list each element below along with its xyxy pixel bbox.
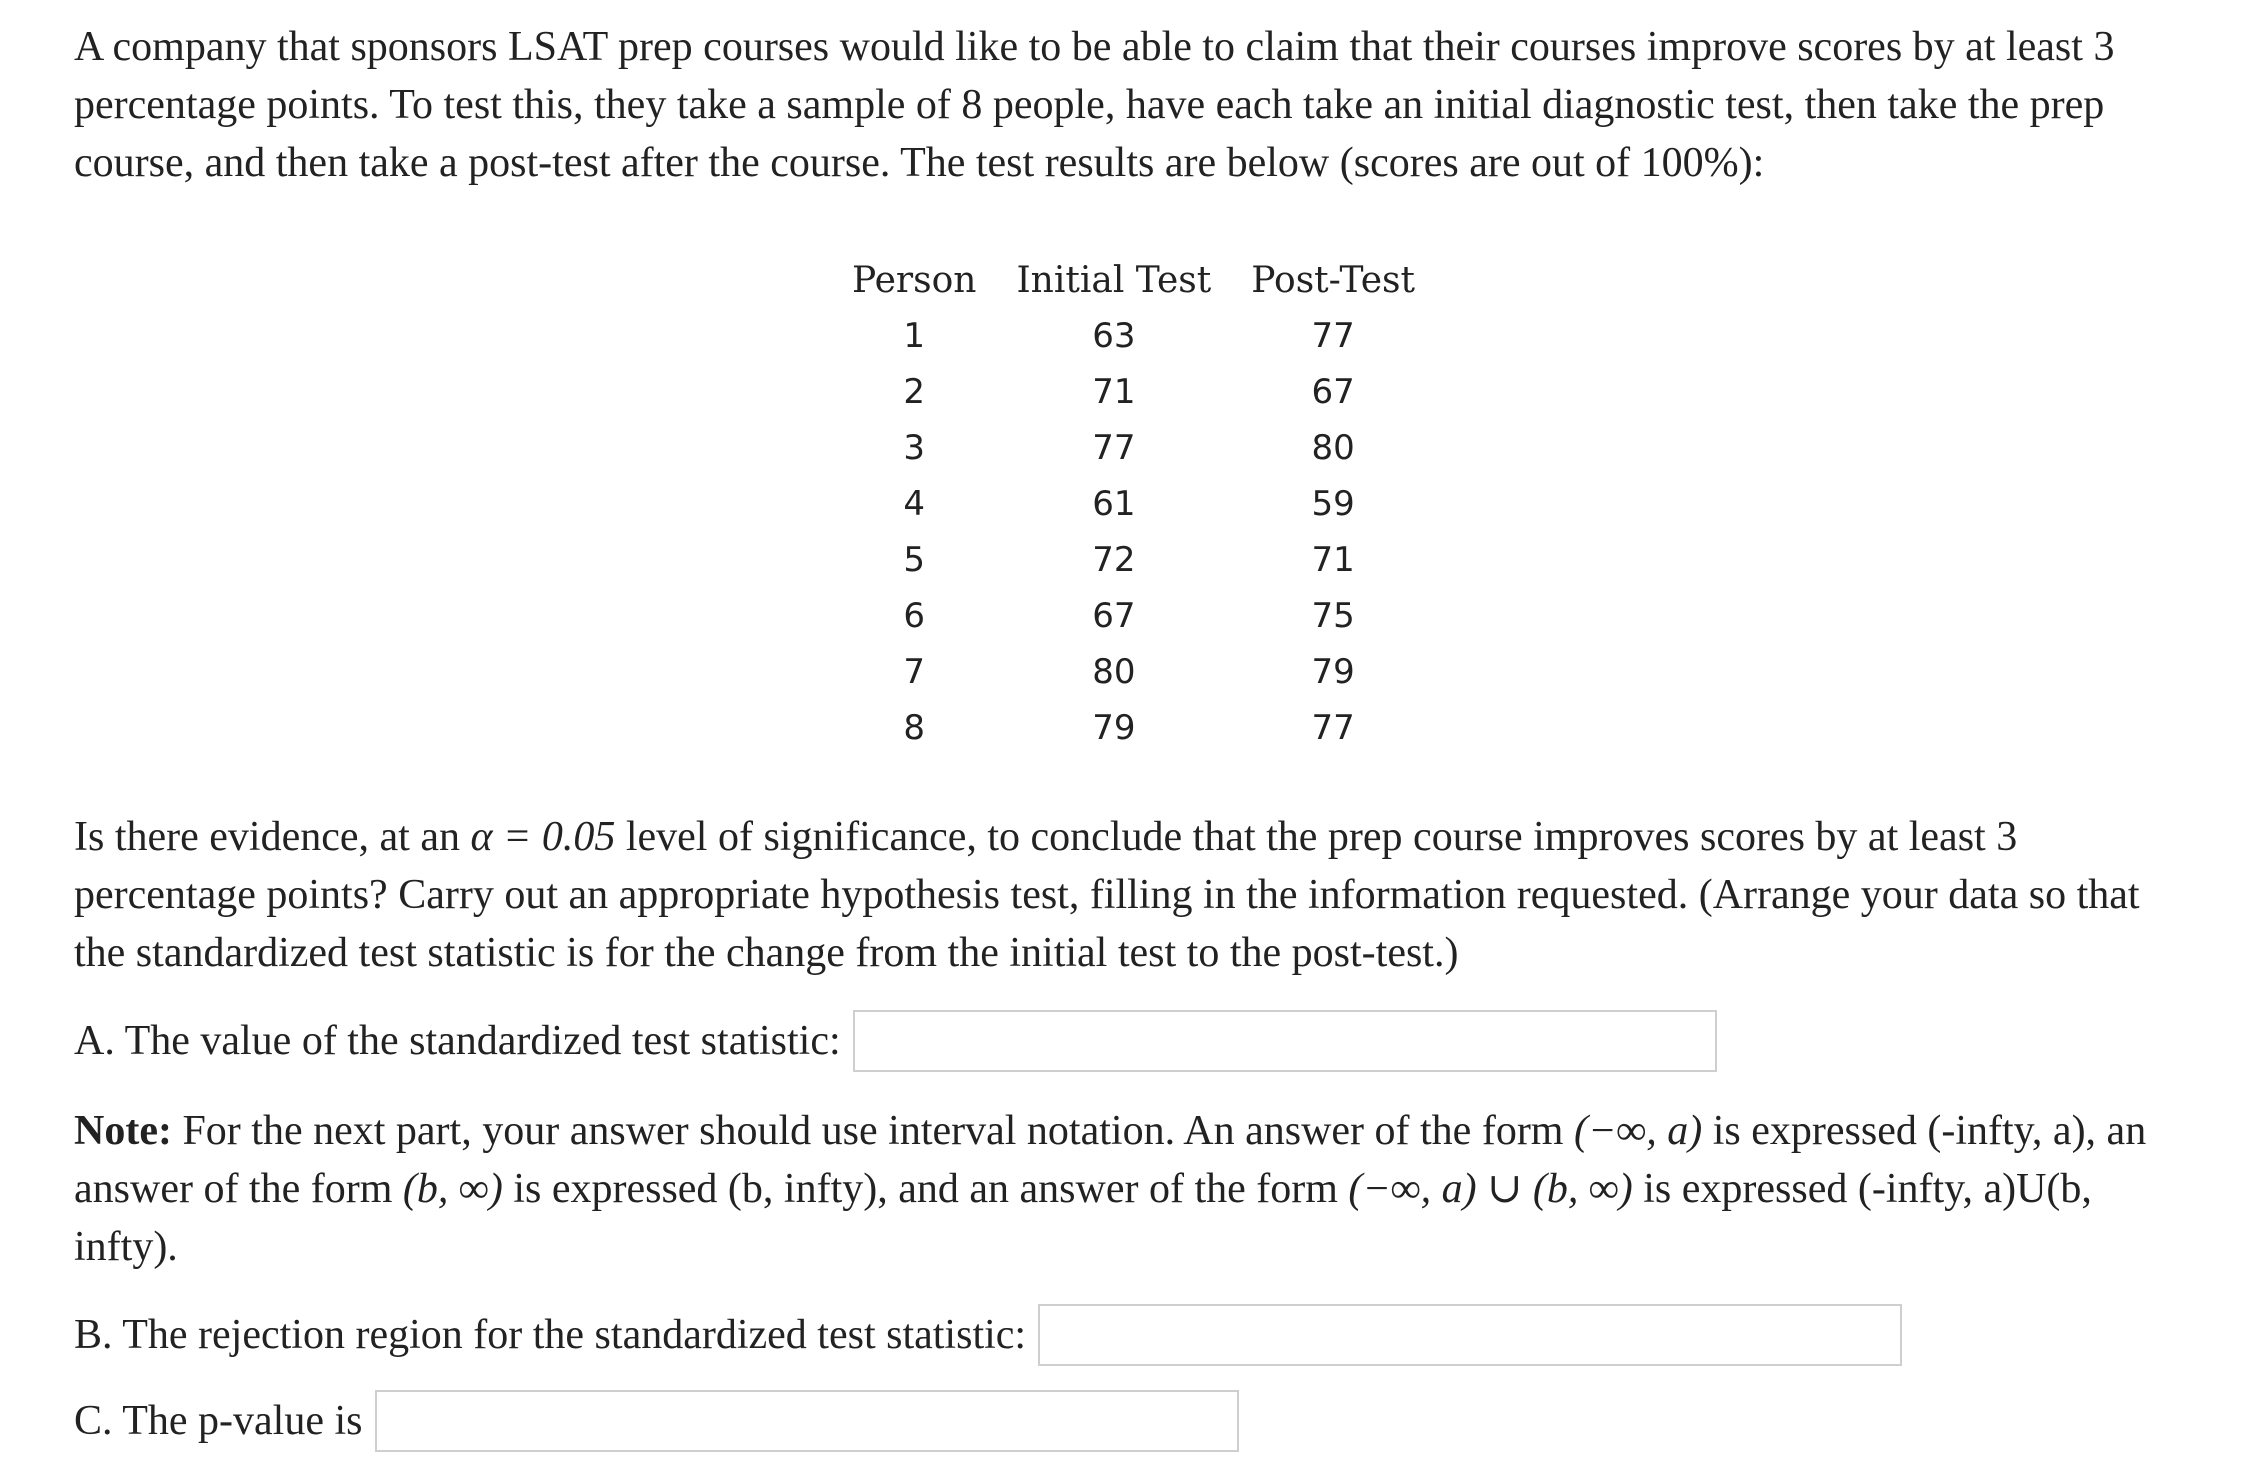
part-b-row <box>74 1304 2194 1366</box>
problem-intro: A company that sponsors LSAT prep courses would like to be able to claim that their courses improve scores by at least 3 percentage points. To test this, they take a sample of 8 people, have each take an initial diagnostic test, then take the prep course, and then take a post-test after the course. The test results are below (scores are out of 100%): <box>74 24 2115 186</box>
part-a-label: A. The value of the standardized test statistic: <box>74 1018 841 1064</box>
cell-post: 79 <box>1311 652 1355 692</box>
table-row <box>832 644 1435 700</box>
cell-person: 6 <box>903 596 926 636</box>
table-row <box>832 700 1435 756</box>
alpha-expression: α = 0.05 <box>470 814 616 860</box>
cell-person: 1 <box>903 316 926 356</box>
cell-initial: 71 <box>1092 372 1136 412</box>
cell-post: 59 <box>1311 484 1355 524</box>
column-header-person: Person <box>852 259 977 301</box>
note-text-2: is expressed (-infty, a), an answer of the form <box>74 1108 2147 1212</box>
cell-person: 3 <box>903 428 926 468</box>
cell-initial: 61 <box>1092 484 1136 524</box>
test-results-table <box>832 252 1435 756</box>
cell-initial: 80 <box>1092 652 1136 692</box>
table-row <box>832 588 1435 644</box>
cell-post: 75 <box>1311 596 1355 636</box>
column-header-initial-test: Initial Test <box>1016 259 1212 301</box>
cell-post: 80 <box>1311 428 1355 468</box>
problem-content <box>74 18 2194 1452</box>
note-form-3: (−∞, a) ∪ (b, ∞) <box>1348 1166 1633 1212</box>
cell-post: 71 <box>1311 540 1355 580</box>
table-row <box>832 364 1435 420</box>
question-text <box>74 808 2194 982</box>
cell-initial: 79 <box>1092 708 1136 748</box>
part-c-label: C. The p-value is <box>74 1398 363 1444</box>
question-after: level of significance, to conclude that the prep course improves scores by at least 3 percentage points? Carry out an appropriate hypothesis test, filling in the information requested. (Arrange your data so that the standardized test statistic is for the change from the initial test to the post-test.) <box>74 814 2140 976</box>
cell-initial: 67 <box>1092 596 1136 636</box>
table-row <box>832 420 1435 476</box>
cell-post: 67 <box>1311 372 1355 412</box>
column-header-post-test: Post-Test <box>1251 259 1415 301</box>
table-header-row <box>832 252 1435 308</box>
cell-person: 4 <box>903 484 926 524</box>
note-text-4: is expressed (-infty, a)U(b, infty). <box>74 1166 2092 1270</box>
cell-initial: 77 <box>1092 428 1136 468</box>
table-row <box>832 308 1435 364</box>
p-value-input[interactable] <box>375 1390 1239 1452</box>
interval-notation-note <box>74 1102 2194 1276</box>
part-c-row <box>74 1390 2194 1452</box>
cell-person: 2 <box>903 372 926 412</box>
cell-initial: 72 <box>1092 540 1136 580</box>
part-b-label: B. The rejection region for the standardized test statistic: <box>74 1312 1027 1358</box>
note-text-3: is expressed (b, infty), and an answer of the form <box>513 1166 1338 1212</box>
cell-initial: 63 <box>1092 316 1136 356</box>
cell-post: 77 <box>1311 316 1355 356</box>
note-label: Note: <box>74 1108 172 1154</box>
cell-person: 5 <box>903 540 926 580</box>
note-form-2: (b, ∞) <box>402 1166 503 1212</box>
test-statistic-input[interactable] <box>853 1010 1717 1072</box>
question-before: Is there evidence, at an <box>74 814 460 860</box>
cell-person: 7 <box>903 652 926 692</box>
note-form-1: (−∞, a) <box>1573 1108 1703 1154</box>
cell-person: 8 <box>903 708 926 748</box>
note-text-1: For the next part, your answer should use interval notation. An answer of the form <box>182 1108 1564 1154</box>
part-a-row <box>74 1010 2194 1072</box>
cell-post: 77 <box>1311 708 1355 748</box>
rejection-region-input[interactable] <box>1038 1304 1902 1366</box>
table-row <box>832 532 1435 588</box>
table-row <box>832 476 1435 532</box>
